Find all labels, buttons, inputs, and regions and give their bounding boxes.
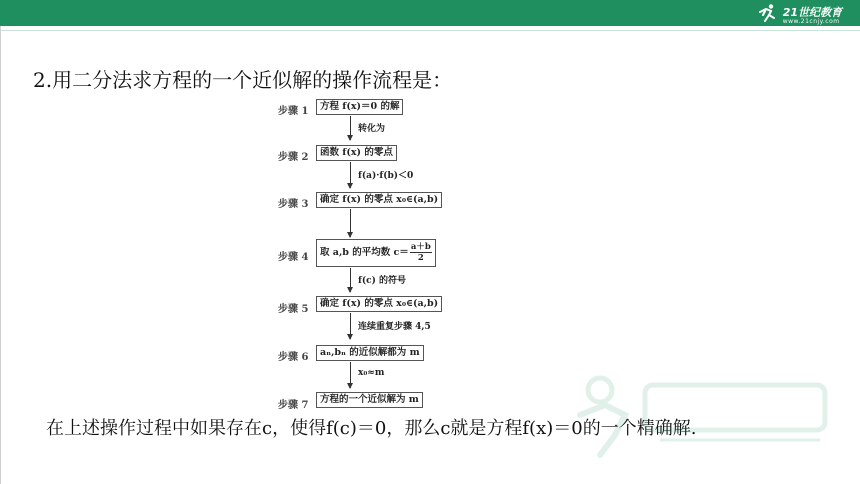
- step-label-5: 步骤 5: [278, 304, 309, 315]
- flow-arrow-2: [350, 162, 351, 188]
- step-box-4: [316, 239, 436, 267]
- fraction-denominator: 2: [417, 253, 424, 263]
- step-label-1: 步骤 1: [278, 106, 309, 117]
- page-heading: 2.用二分法求方程的一个近似解的操作流程是：: [33, 68, 453, 92]
- conclusion-text: 在上述操作过程中如果存在c，使得f(c)＝0，那么c就是方程f(x)＝0的一个精确解.: [46, 418, 697, 439]
- flow-arrow-3: [350, 209, 351, 237]
- arrow-label-2: f(a)·f(b)＜0: [358, 171, 414, 181]
- step-label-7: 步骤 7: [278, 400, 309, 411]
- arrow-label-1: 转化为: [358, 124, 386, 134]
- flow-arrow-5: [350, 313, 351, 339]
- step-label-4: 步骤 4: [278, 252, 309, 263]
- left-rule: [0, 26, 1, 484]
- logo-text: 21世纪教育: [782, 6, 842, 19]
- flow-arrow-6: [350, 362, 351, 388]
- flow-arrow-1: [350, 116, 351, 140]
- header-bar: [0, 0, 860, 26]
- flow-arrow-4: [350, 268, 351, 292]
- step-label-6: 步骤 6: [278, 352, 309, 363]
- step-label-3: 步骤 3: [278, 199, 309, 210]
- bisection-flowchart: [270, 96, 490, 416]
- logo-subtext: www.21cnjy.com: [782, 18, 840, 25]
- step-box-3: 确定 f(x) 的零点 x₀∈(a,b): [316, 192, 442, 208]
- step-label-2: 步骤 2: [278, 152, 309, 163]
- fraction-numerator: a＋b: [410, 242, 431, 252]
- step-box-4-text: 取 a,b 的平均数 c＝: [320, 247, 409, 258]
- runner-logo-icon: [756, 3, 780, 23]
- header-divider: [0, 30, 860, 31]
- step-box-6: aₙ,bₙ 的近似解都为 m: [316, 345, 424, 361]
- step-box-5: 确定 f(x) 的零点 x₀∈(a,b): [316, 296, 442, 312]
- brand-logo: [756, 3, 842, 23]
- step-box-7: 方程的一个近似解为 m: [316, 392, 423, 408]
- arrow-label-5: 连续重复步骤 4,5: [358, 322, 431, 332]
- arrow-label-4: f(c) 的符号: [358, 276, 407, 286]
- step-box-2: 函数 f(x) 的零点: [316, 145, 397, 161]
- arrow-label-6: x₀≈m: [358, 368, 385, 378]
- watermark-logo-icon: [560, 360, 840, 460]
- step-box-1: 方程 f(x)＝0 的解: [316, 99, 403, 115]
- fraction: [410, 242, 432, 263]
